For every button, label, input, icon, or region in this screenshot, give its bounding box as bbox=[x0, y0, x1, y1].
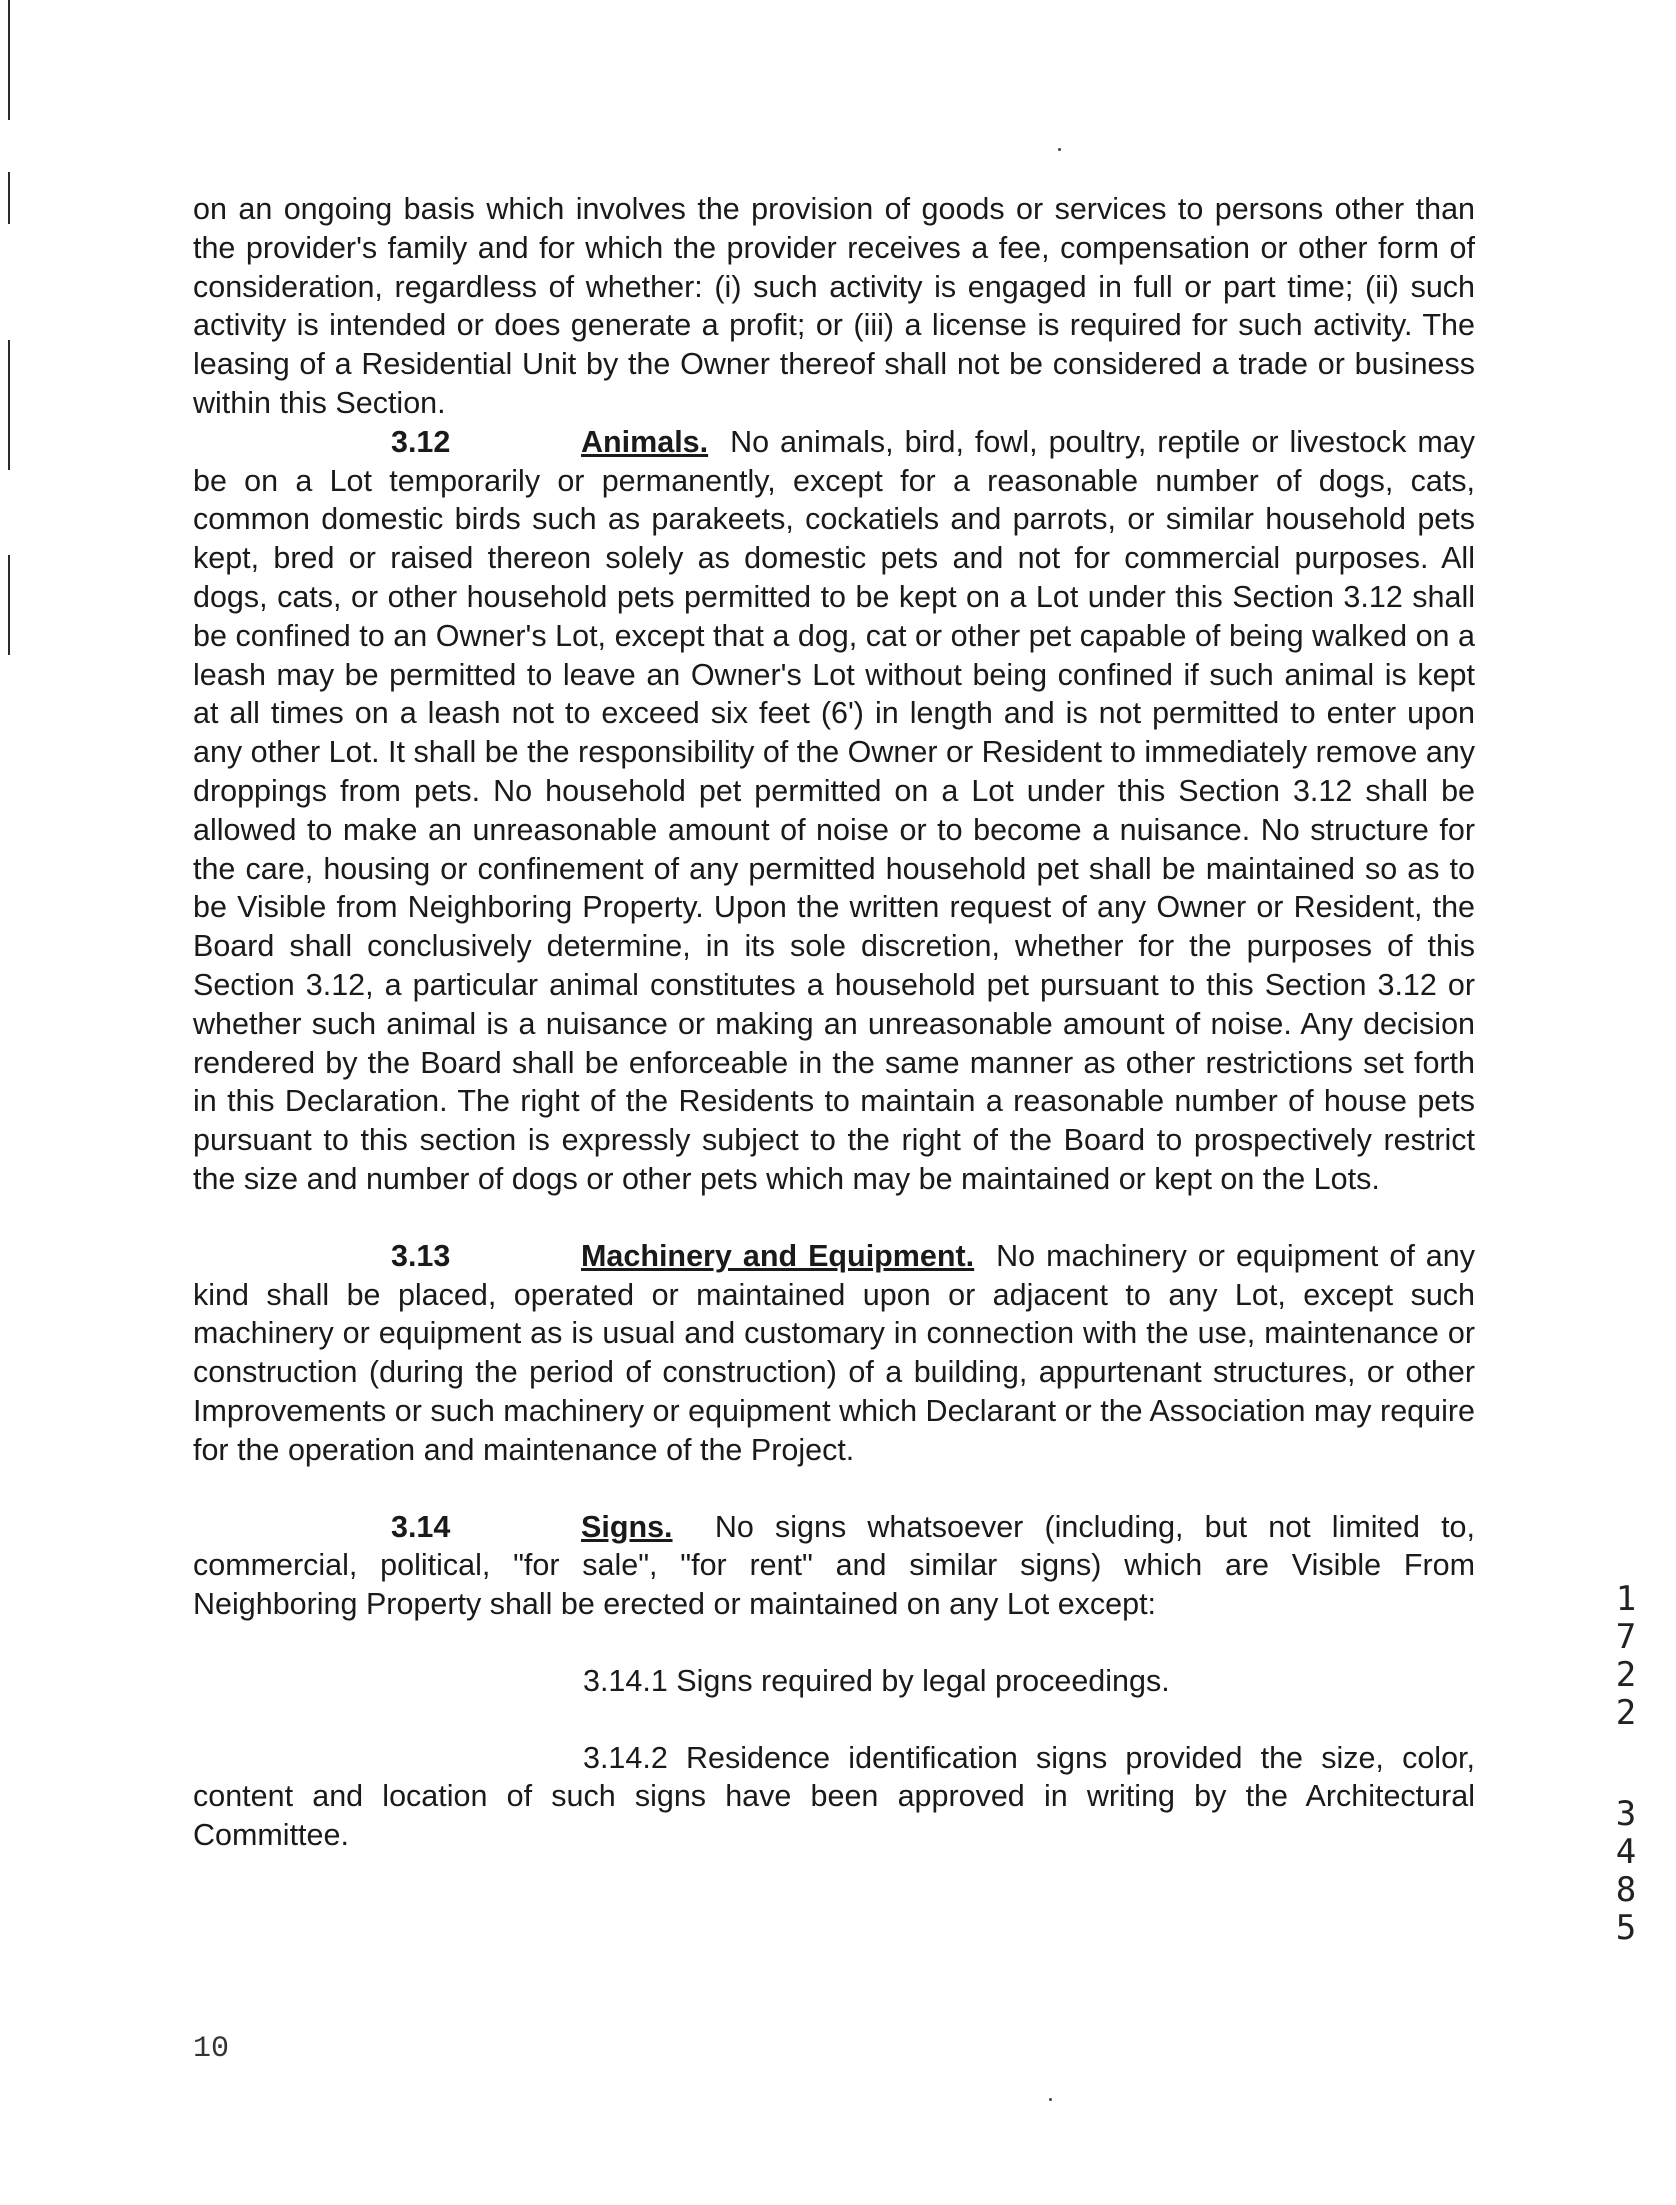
section-text: No machinery or equipment of any kind shall be placed, operated or maintained upon or adjacent to any Lot, except such machinery or equipment as is usual and customary in connection with the use, maintenance or construction (during the period of construction) of a building, appurtenant structures, or other Improvements or such machinery or equipment which Declarant or the Association may require for the operation and maintenance of the Project. bbox=[193, 1238, 1475, 1467]
subsection-3-14-1: 3.14.1 Signs required by legal proceedings. bbox=[583, 1663, 1170, 1698]
scan-speck bbox=[1058, 148, 1061, 151]
section-3-12 bbox=[193, 423, 1475, 1199]
section-title: Animals. bbox=[581, 424, 709, 459]
section-text: No animals, bird, fowl, poultry, reptile or livestock may be on a Lot temporarily or permanently, except for a reasonable number of dogs, cats, common domestic birds such as parakeets, cockatiels and parrots, or similar household pets kept, bred or raised thereon solely as domestic pets and not for commercial purposes. All dogs, cats, or other household pets permitted to be kept on a Lot under this Section 3.12 shall be confined to an Owner's Lot, except that a dog, cat or other pet capable of being walked on a leash may be permitted to leave an Owner's Lot without being confined if such animal is kept at all times on a leash not to exceed six feet (6') in length and is not permitted to enter upon any other Lot. It shall be the responsibility of the Owner or Resident to immediately remove any droppings from pets. No household pet permitted on a Lot under this Section 3.12 shall be allowed to make an unreasonable amount of noise or to become a nuisance. No structure for the care, housing or confinement of any permitted household pet shall be maintained so as to be Visible from Neighboring Property. Upon the written request of any Owner or Resident, the Board shall conclusively determine, in its sole discretion, whether for the purposes of this Section 3.12, a particular animal constitutes a household pet pursuant to this Section 3.12 or whether such animal is a nuisance or making an unreasonable amount of noise. Any decision rendered by the Board shall be enforceable in the same manner as other restrictions set forth in this Declaration. The right of the Residents to maintain a reasonable number of house pets pursuant to this section is expressly subject to the right of the Board to prospectively restrict the size and number of dogs or other pets which may be maintained or kept on the Lots. bbox=[193, 424, 1475, 1196]
scan-margin-line bbox=[8, 0, 10, 120]
section-text: No signs whatsoever (including, but not limited to, commercial, political, "for sale", "for rent" and similar signs) which are Visible From Neighboring Property shall be erected or maintained on any Lot except: bbox=[193, 1509, 1475, 1622]
section-3-13 bbox=[193, 1237, 1475, 1470]
section-number: 3.14 bbox=[391, 1509, 451, 1544]
recording-stamp-top: 1 7 2 2 bbox=[1615, 1579, 1637, 1733]
section-number: 3.13 bbox=[391, 1238, 451, 1273]
section-3-14 bbox=[193, 1508, 1475, 1624]
scan-margin-line bbox=[8, 555, 10, 655]
subsection-3-14-2: 3.14.2 Residence identification signs provided the size, color, content and location of such signs have been approved in writing by the Architectural Committee. bbox=[193, 1740, 1475, 1853]
paragraph-intro: on an ongoing basis which involves the provision of goods or services to persons other than the provider's family and for which the provider receives a fee, compensation or other form of consideration, regardless of whether: (i) such activity is engaged in full or part time; (ii) such activity is intended or does generate a profit; or (iii) a license is required for such activity. The leasing of a Residential Unit by the Owner thereof shall not be considered a trade or business within this Section. bbox=[193, 192, 1475, 420]
document-body bbox=[193, 190, 1475, 1855]
scan-margin-line bbox=[8, 172, 10, 224]
scan-speck bbox=[1049, 2098, 1052, 2101]
section-title: Signs. bbox=[581, 1509, 673, 1544]
section-number: 3.12 bbox=[391, 424, 451, 459]
page-number: 10 bbox=[193, 2032, 230, 2066]
scan-margin-line bbox=[8, 340, 10, 470]
recording-stamp-bottom: 3 4 8 5 bbox=[1615, 1794, 1637, 1948]
section-title: Machinery and Equipment. bbox=[581, 1238, 975, 1273]
